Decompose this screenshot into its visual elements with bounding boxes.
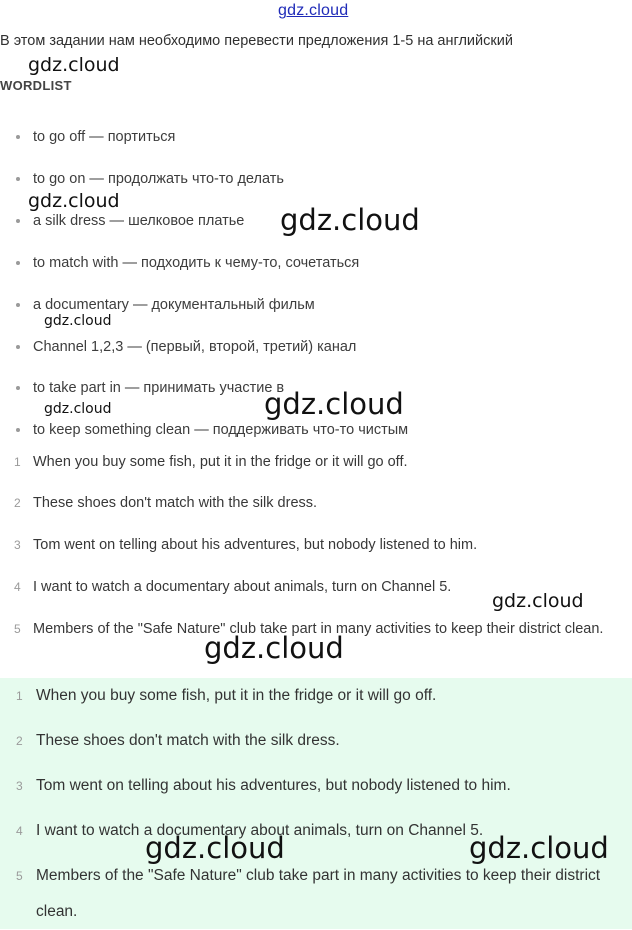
answer-box: 1 When you buy some fish, put it in the fridge or it will go off. 2 These shoes don't match with the silk dress. 3 Tom went on telling about his adventures, but nobody listened to him. 4 I want to watch a documentary about animals, turn on Channel 5. 5 Members of the "Safe Nature" club take part in many activities to keep their district clean. xyxy=(0,678,632,929)
bullet-icon xyxy=(16,303,20,307)
watermark: gdz.cloud xyxy=(28,190,120,212)
watermark: gdz.cloud xyxy=(204,631,344,665)
watermark: gdz.cloud xyxy=(44,401,112,417)
site-logo-link[interactable]: gdz.cloud xyxy=(278,2,349,19)
watermark: gdz.cloud xyxy=(264,387,404,421)
bullet-icon xyxy=(16,345,20,349)
watermark: gdz.cloud xyxy=(44,313,112,329)
bullet-icon xyxy=(16,219,20,223)
watermark: gdz.cloud xyxy=(28,54,120,76)
bullet-icon xyxy=(16,428,20,432)
wordlist-heading: WORDLIST xyxy=(0,78,72,93)
bullet-icon xyxy=(16,386,20,390)
watermark: gdz.cloud xyxy=(469,831,609,865)
bullet-icon xyxy=(16,177,20,181)
bullet-icon xyxy=(16,261,20,265)
watermark: gdz.cloud xyxy=(280,203,420,237)
bullet-icon xyxy=(16,135,20,139)
watermark: gdz.cloud xyxy=(145,831,285,865)
watermark: gdz.cloud xyxy=(492,590,584,612)
task-intro: В этом задании нам необходимо перевести предложения 1-5 на английский xyxy=(0,33,513,49)
